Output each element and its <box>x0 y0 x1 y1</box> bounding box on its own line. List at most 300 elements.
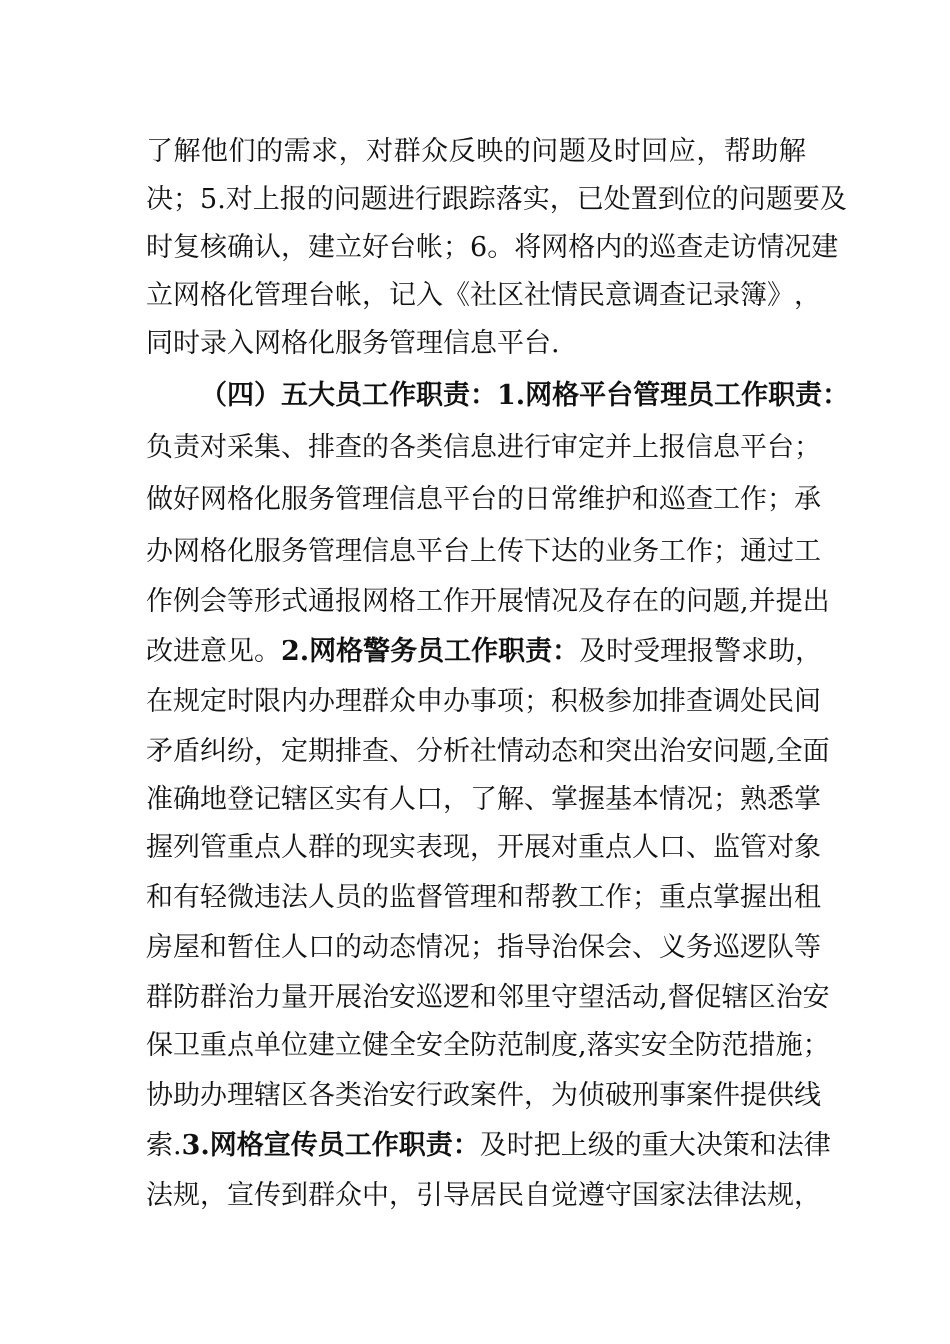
glyph: 治 <box>659 736 686 767</box>
glyph: 家 <box>659 1180 686 1211</box>
glyph: 决 <box>146 184 173 215</box>
glyph: 建 <box>811 232 839 263</box>
glyph: ， <box>794 1180 821 1211</box>
glyph: 题 <box>558 136 586 167</box>
glyph: 法 <box>740 1180 767 1211</box>
glyph: 确 <box>173 784 200 815</box>
glyph: 《 <box>443 280 470 311</box>
glyph: 立 <box>146 280 173 311</box>
glyph: 住 <box>254 932 281 963</box>
glyph: 对 <box>551 832 578 863</box>
glyph: ； <box>713 536 740 567</box>
glyph: 办 <box>200 1080 227 1111</box>
glyph: 息 <box>713 432 740 463</box>
glyph: 化 <box>227 280 254 311</box>
glyph: 情 <box>551 280 578 311</box>
glyph: 出 <box>802 586 830 617</box>
line-text <box>146 822 821 874</box>
glyph: 促 <box>694 982 722 1013</box>
glyph: 网 <box>541 232 569 263</box>
glyph: 求 <box>311 136 339 167</box>
glyph: 及 <box>578 586 605 617</box>
glyph: 办 <box>308 686 335 717</box>
glyph: 审 <box>551 432 578 463</box>
text-line <box>146 626 823 678</box>
glyph: 卫 <box>173 1030 200 1061</box>
glyph: 解 <box>778 136 806 167</box>
glyph: ， <box>362 280 389 311</box>
glyph: 措 <box>748 1030 776 1061</box>
glyph: 工 <box>659 536 686 567</box>
glyph: 理 <box>281 280 308 311</box>
glyph: ； <box>470 932 497 963</box>
glyph: 出 <box>767 882 794 913</box>
glyph: 度 <box>551 1030 578 1061</box>
glyph: 点 <box>686 882 713 913</box>
glyph: 情 <box>757 232 785 263</box>
glyph: 应 <box>668 136 696 167</box>
glyph: 力 <box>254 982 281 1013</box>
glyph: 记 <box>254 784 281 815</box>
glyph: 访 <box>730 232 758 263</box>
glyph: ， <box>200 1180 227 1211</box>
glyph: 群 <box>393 136 421 167</box>
glyph: 遵 <box>578 1180 605 1211</box>
glyph: 等 <box>227 586 254 617</box>
glyph: 安 <box>686 736 713 767</box>
glyph: 进 <box>387 184 415 215</box>
glyph: 查 <box>686 484 713 515</box>
glyph: 对 <box>767 832 794 863</box>
glyph: 进 <box>497 432 524 463</box>
text-line <box>146 1020 830 1072</box>
line-text: 索. <box>146 1130 182 1161</box>
glyph: 类 <box>335 1080 362 1111</box>
glyph: 达 <box>551 536 578 567</box>
glyph: 立 <box>335 232 362 263</box>
glyph: 通 <box>740 536 767 567</box>
glyph: 映 <box>476 136 504 167</box>
glyph: 助 <box>751 136 779 167</box>
glyph: 了 <box>146 136 173 167</box>
glyph: 解 <box>497 784 524 815</box>
glyph: 式 <box>281 586 308 617</box>
glyph: . <box>217 184 226 215</box>
glyph: ， <box>389 1180 416 1211</box>
glyph: 业 <box>605 536 632 567</box>
glyph: 行 <box>416 1080 443 1111</box>
glyph: 治 <box>362 1080 389 1111</box>
glyph: ； <box>802 1030 830 1061</box>
glyph: 辖 <box>281 784 308 815</box>
glyph: 查 <box>659 280 686 311</box>
glyph: 开 <box>308 982 335 1013</box>
glyph: 办 <box>146 536 173 567</box>
glyph: 要 <box>792 184 820 215</box>
glyph: 采 <box>227 432 254 463</box>
glyph: 管 <box>443 882 470 913</box>
glyph: 查 <box>335 432 362 463</box>
glyph: 务 <box>632 536 659 567</box>
glyph: 帮 <box>723 136 751 167</box>
glyph: 间 <box>794 686 821 717</box>
glyph: 信 <box>362 536 389 567</box>
glyph: 破 <box>605 1080 632 1111</box>
glyph: 逻 <box>740 932 767 963</box>
glyph: 台 <box>767 432 794 463</box>
glyph: 全 <box>443 1030 470 1061</box>
glyph: ； <box>713 784 740 815</box>
line-text <box>146 474 821 526</box>
glyph: 工 <box>713 484 740 515</box>
glyph: 需 <box>283 136 311 167</box>
glyph: 会 <box>605 932 632 963</box>
text-line <box>146 1170 821 1222</box>
glyph: 已 <box>576 184 604 215</box>
glyph: 理 <box>470 882 497 913</box>
glyph: 的 <box>362 432 389 463</box>
glyph: 时 <box>146 232 173 263</box>
glyph: 析 <box>443 736 470 767</box>
text-line <box>146 676 821 728</box>
glyph: 制 <box>524 1030 551 1061</box>
glyph: 法 <box>686 1180 713 1211</box>
glyph: 排 <box>659 686 686 717</box>
line-text: 及时把上级的重大决策和法律 <box>479 1130 831 1161</box>
glyph: 记 <box>389 280 416 311</box>
glyph: 实 <box>613 1030 641 1061</box>
glyph: , <box>659 982 668 1013</box>
glyph: 量 <box>281 982 308 1013</box>
glyph: 化 <box>227 536 254 567</box>
glyph: 众 <box>421 136 449 167</box>
glyph: 跟 <box>441 184 469 215</box>
line-text <box>146 1170 821 1222</box>
glyph: 熟 <box>740 784 767 815</box>
glyph: 网 <box>173 536 200 567</box>
glyph: 报 <box>335 586 362 617</box>
glyph: 行 <box>414 184 442 215</box>
glyph: 巡 <box>713 932 740 963</box>
glyph: 处 <box>603 184 631 215</box>
glyph: 助 <box>173 1080 200 1111</box>
glyph: 问 <box>686 586 713 617</box>
glyph: 过 <box>767 536 794 567</box>
glyph: 态 <box>389 932 416 963</box>
glyph: 各 <box>389 432 416 463</box>
glyph: 记 <box>686 280 713 311</box>
glyph: 全 <box>775 736 803 767</box>
inline-heading: 3.网格宣传员工作职责： <box>181 1130 480 1161</box>
glyph: 信 <box>389 484 416 515</box>
glyph: 内 <box>595 232 623 263</box>
glyph: 化 <box>254 484 281 515</box>
glyph: 有 <box>173 882 200 913</box>
line-text <box>146 576 830 628</box>
section-heading <box>200 370 850 422</box>
glyph: 解 <box>173 136 201 167</box>
glyph: 置 <box>630 184 658 215</box>
glyph: 情 <box>524 586 551 617</box>
glyph: 理 <box>362 484 389 515</box>
glyph: 务 <box>308 484 335 515</box>
glyph: 本 <box>632 784 659 815</box>
glyph: 社 <box>524 280 551 311</box>
glyph: 象 <box>794 832 821 863</box>
line-text <box>146 774 821 826</box>
line-text <box>146 526 821 578</box>
glyph: 守 <box>605 1180 632 1211</box>
text-line <box>146 822 821 874</box>
glyph: 政 <box>443 1080 470 1111</box>
glyph: 案 <box>470 1080 497 1111</box>
glyph: ， <box>470 832 497 863</box>
glyph: 掌 <box>551 784 578 815</box>
glyph: 情 <box>416 932 443 963</box>
glyph: 存 <box>605 586 632 617</box>
glyph: , <box>740 586 749 617</box>
glyph: 对 <box>366 136 394 167</box>
glyph: 租 <box>794 882 821 913</box>
glyph: 的 <box>497 484 524 515</box>
glyph: 和 <box>470 982 497 1013</box>
text-line <box>146 576 830 628</box>
glyph: 国 <box>632 1180 659 1211</box>
glyph: 突 <box>605 736 632 767</box>
glyph: 办 <box>443 686 470 717</box>
glyph: 治 <box>362 982 389 1013</box>
glyph: 作 <box>146 586 173 617</box>
glyph: 网 <box>200 484 227 515</box>
line-text <box>146 270 821 322</box>
glyph: 监 <box>389 882 416 913</box>
glyph: 巡 <box>659 484 686 515</box>
glyph: 好 <box>173 484 200 515</box>
text-line <box>146 922 821 974</box>
glyph: 做 <box>146 484 173 515</box>
glyph: 定 <box>578 432 605 463</box>
glyph: 盾 <box>173 736 200 767</box>
glyph: 屋 <box>173 932 200 963</box>
glyph: 务 <box>686 932 713 963</box>
glyph: 点 <box>605 832 632 863</box>
glyph: 提 <box>740 1080 767 1111</box>
glyph: 常 <box>551 484 578 515</box>
glyph: 群 <box>362 686 389 717</box>
glyph: 微 <box>227 882 254 913</box>
glyph: 到 <box>281 1180 308 1211</box>
glyph: 展 <box>497 586 524 617</box>
glyph: 息 <box>416 484 443 515</box>
glyph: 他 <box>201 136 229 167</box>
glyph: 重 <box>227 832 254 863</box>
glyph: 复 <box>173 232 200 263</box>
glyph: 格 <box>568 232 596 263</box>
glyph: 极 <box>578 686 605 717</box>
glyph: 中 <box>362 1180 389 1211</box>
glyph: 信 <box>686 432 713 463</box>
glyph: 里 <box>524 982 551 1013</box>
glyph: 安 <box>389 982 416 1013</box>
glyph: 线 <box>794 1080 821 1111</box>
text-line <box>146 222 839 274</box>
glyph: 口 <box>659 832 686 863</box>
glyph: 息 <box>389 536 416 567</box>
glyph: ， <box>549 184 577 215</box>
glyph: 的 <box>711 184 739 215</box>
line-text <box>146 922 821 974</box>
glyph: 立 <box>335 1030 362 1061</box>
glyph: ， <box>281 232 308 263</box>
glyph: , <box>578 1030 587 1061</box>
heading-text: （四）五大员工作职责：1.网格平台管理员工作职责： <box>200 380 850 411</box>
line-text <box>146 972 830 1024</box>
glyph: 民 <box>497 1180 524 1211</box>
glyph: 握 <box>740 882 767 913</box>
line-text <box>146 126 806 178</box>
glyph: 通 <box>308 586 335 617</box>
glyph: 群 <box>308 1180 335 1211</box>
glyph: ； <box>524 686 551 717</box>
glyph: 实 <box>389 832 416 863</box>
glyph: 调 <box>632 280 659 311</box>
glyph: 作 <box>686 536 713 567</box>
glyph: 的 <box>362 882 389 913</box>
glyph: 导 <box>524 932 551 963</box>
glyph: 责 <box>173 432 200 463</box>
text-line <box>146 1120 831 1172</box>
glyph: 并 <box>748 586 776 617</box>
glyph: 望 <box>578 982 605 1013</box>
glyph: 维 <box>578 484 605 515</box>
glyph: 平 <box>443 484 470 515</box>
glyph: 台 <box>389 232 416 263</box>
glyph: 社 <box>470 736 497 767</box>
glyph: 握 <box>578 784 605 815</box>
glyph: 况 <box>686 784 713 815</box>
glyph: 格 <box>200 536 227 567</box>
glyph: 点 <box>254 832 281 863</box>
glyph: 格 <box>227 484 254 515</box>
glyph: 台 <box>443 536 470 567</box>
line-text <box>146 1020 830 1072</box>
glyph: 重 <box>659 882 686 913</box>
glyph: 期 <box>308 736 335 767</box>
glyph: 认 <box>254 232 281 263</box>
glyph: 人 <box>389 784 416 815</box>
glyph: 建 <box>308 232 335 263</box>
glyph: 内 <box>281 686 308 717</box>
glyph: 口 <box>416 784 443 815</box>
glyph: 平 <box>740 432 767 463</box>
glyph: 落 <box>495 184 523 215</box>
glyph: 和 <box>578 736 605 767</box>
glyph: 辖 <box>721 982 749 1013</box>
glyph: 健 <box>362 1030 389 1061</box>
glyph: 展 <box>524 832 551 863</box>
glyph: 理 <box>335 686 362 717</box>
glyph: 作 <box>605 882 632 913</box>
glyph: 开 <box>497 832 524 863</box>
glyph: 队 <box>767 932 794 963</box>
glyph: , <box>767 736 776 767</box>
glyph: 防 <box>470 1030 497 1061</box>
glyph: 加 <box>632 686 659 717</box>
glyph: 等 <box>794 932 821 963</box>
glyph: ， <box>524 1080 551 1111</box>
glyph: 申 <box>416 686 443 717</box>
glyph: 全 <box>389 1030 416 1061</box>
glyph: 安 <box>640 1030 668 1061</box>
glyph: 巡 <box>649 232 677 263</box>
glyph: 在 <box>146 686 173 717</box>
glyph: ， <box>254 736 281 767</box>
glyph: 件 <box>497 1080 524 1111</box>
glyph: 调 <box>713 686 740 717</box>
glyph: 服 <box>254 536 281 567</box>
glyph: 到 <box>657 184 685 215</box>
glyph: 位 <box>281 1030 308 1061</box>
glyph: 形 <box>254 586 281 617</box>
glyph: 纷 <box>227 736 254 767</box>
glyph: 民 <box>578 280 605 311</box>
glyph: 题 <box>360 184 388 215</box>
glyph: 时 <box>613 136 641 167</box>
text-line <box>146 526 821 578</box>
glyph: 法 <box>281 882 308 913</box>
glyph: 教 <box>551 882 578 913</box>
glyph: 题 <box>713 586 740 617</box>
glyph: 众 <box>335 1180 362 1211</box>
glyph: 群 <box>308 832 335 863</box>
line-text <box>146 726 830 778</box>
glyph: 负 <box>146 432 173 463</box>
glyph: 悉 <box>767 784 794 815</box>
glyph: 为 <box>551 1080 578 1111</box>
glyph: 、 <box>524 784 551 815</box>
glyph: 管 <box>254 280 281 311</box>
text-line <box>146 318 806 370</box>
glyph: 上 <box>470 536 497 567</box>
glyph: 治 <box>775 982 803 1013</box>
glyph: 处 <box>740 686 767 717</box>
glyph: 范 <box>721 1030 749 1061</box>
glyph: 掌 <box>713 882 740 913</box>
glyph: 掌 <box>794 784 821 815</box>
glyph: 。 <box>487 232 515 263</box>
glyph: 分 <box>416 736 443 767</box>
glyph: ； <box>443 232 470 263</box>
glyph: 况 <box>551 586 578 617</box>
glyph: 格 <box>200 280 227 311</box>
glyph: 协 <box>146 1080 173 1111</box>
glyph: 题 <box>765 184 793 215</box>
glyph: 将 <box>514 232 542 263</box>
glyph: 防 <box>694 1030 722 1061</box>
glyph: 治 <box>227 982 254 1013</box>
glyph: 位 <box>684 184 712 215</box>
glyph: 的 <box>256 136 284 167</box>
glyph: 提 <box>775 586 803 617</box>
glyph: 和 <box>497 882 524 913</box>
glyph: 群 <box>146 982 173 1013</box>
glyph: 施 <box>775 1030 803 1061</box>
glyph: 排 <box>308 432 335 463</box>
glyph: 报 <box>659 432 686 463</box>
glyph: 好 <box>362 232 389 263</box>
line-text <box>146 1070 821 1122</box>
text-line <box>146 474 821 526</box>
